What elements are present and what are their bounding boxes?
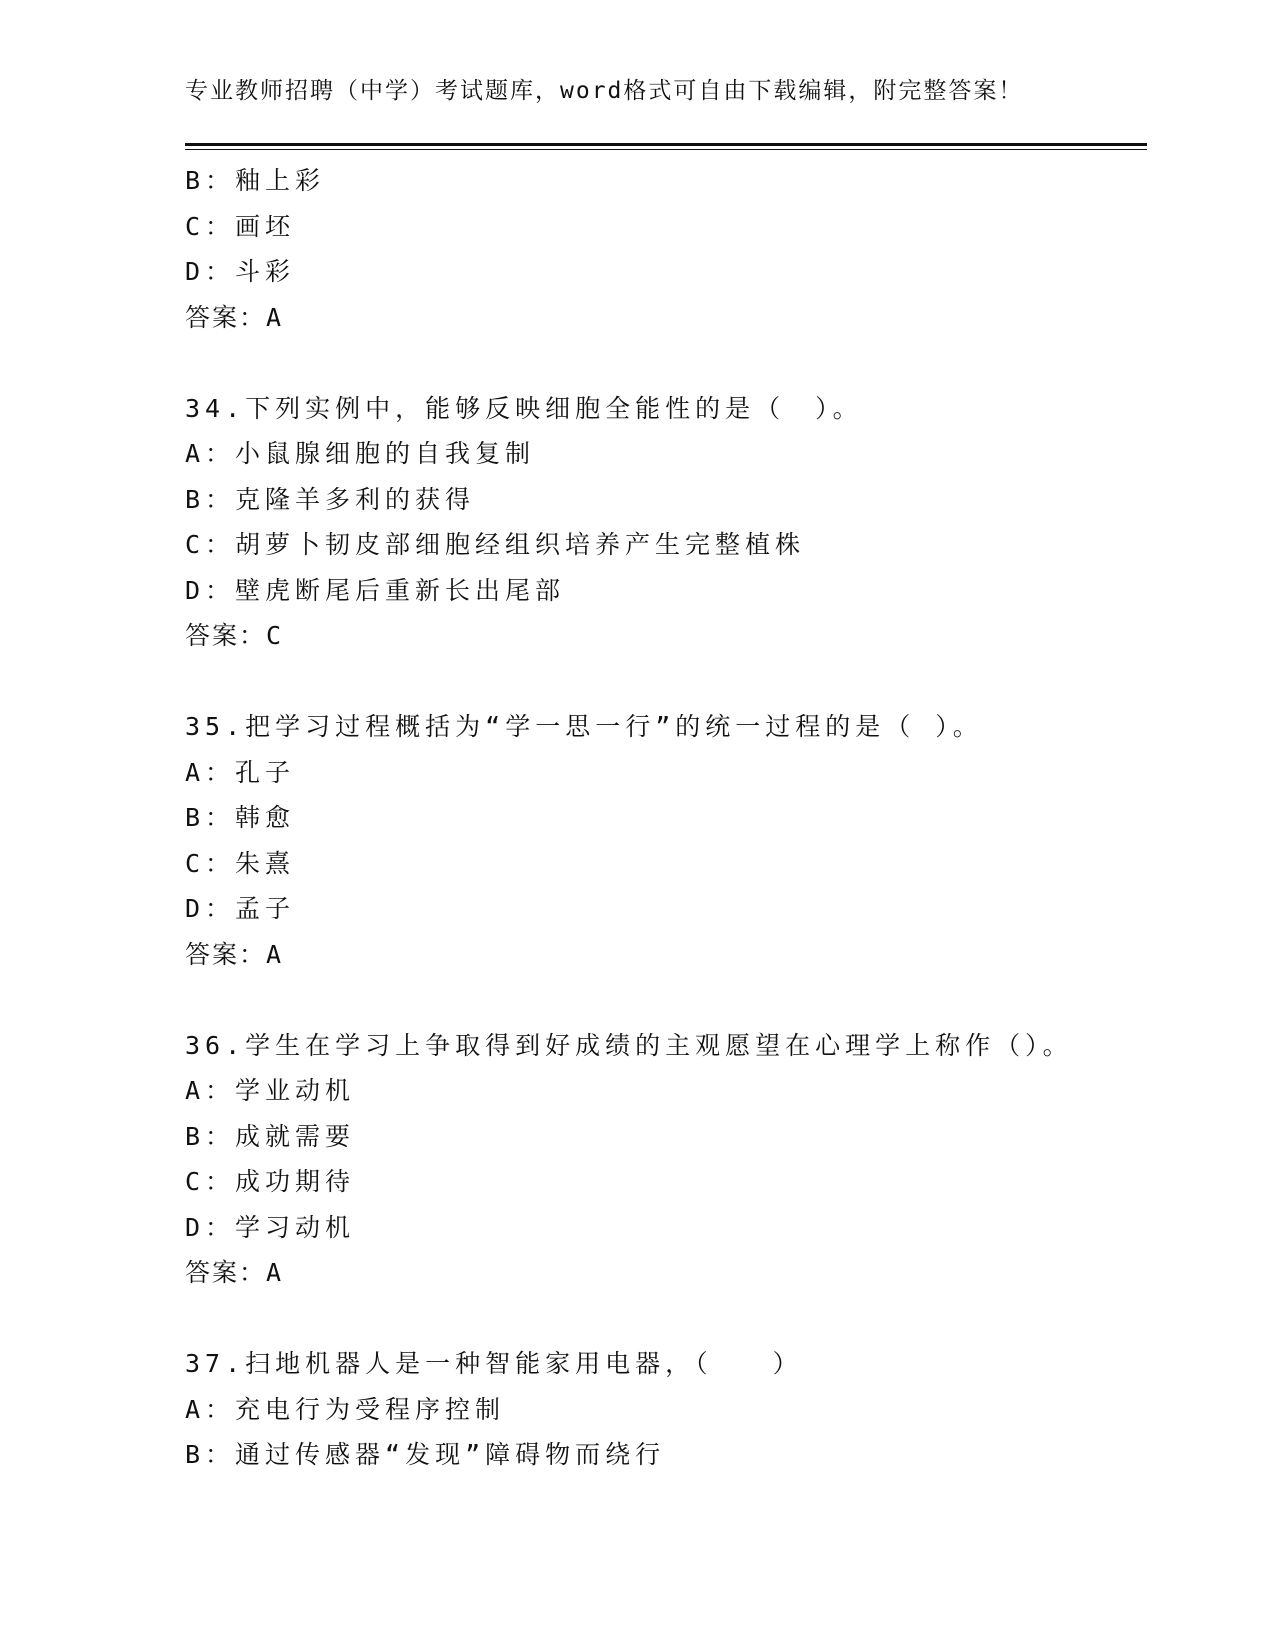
option-a: A：学业动机 <box>185 1076 356 1105</box>
option-b: B：韩愈 <box>185 803 296 832</box>
option-a: A：孔子 <box>185 757 296 787</box>
option-a: A：充电行为受程序控制 <box>185 1394 506 1424</box>
option-b: B：克隆羊多利的获得 <box>185 484 476 514</box>
page-header: 专业教师招聘（中学）考试题库，word格式可自由下载编辑，附完整答案！ <box>185 78 1024 104</box>
answer: 答案：A <box>185 939 284 969</box>
option-b: B：通过传感器“发现”障碍物而绕行 <box>185 1440 666 1469</box>
spacer <box>185 977 1145 1023</box>
option-c: C：胡萝卜韧皮部细胞经组织培养产生完整植株 <box>185 530 806 559</box>
answer: 答案：C <box>185 621 284 650</box>
option-c: C：朱熹 <box>185 848 296 878</box>
option-b: B：成就需要 <box>185 1121 356 1151</box>
option-c: C：成功期待 <box>185 1167 356 1196</box>
option-a: A：小鼠腺细胞的自我复制 <box>185 439 536 468</box>
question-stem: 35.把学习过程概括为“学一思一行”的统一过程的是（ ）。 <box>185 712 983 741</box>
question-stem: 34.下列实例中，能够反映细胞全能性的是（ ）。 <box>185 393 863 423</box>
answer: 答案：A <box>185 1258 284 1287</box>
option-d: D：孟子 <box>185 894 296 923</box>
header-rule-thick <box>185 143 1147 146</box>
spacer <box>185 340 1145 386</box>
question-stem: 36.学生在学习上争取得到好成绩的主观愿望在心理学上称作（）。 <box>185 1030 1073 1060</box>
spacer <box>185 659 1145 705</box>
option-b: B：釉上彩 <box>185 166 326 195</box>
spacer <box>185 1296 1145 1342</box>
answer: 答案：A <box>185 302 284 332</box>
option-d: D：壁虎断尾后重新长出尾部 <box>185 575 566 605</box>
document-body <box>185 158 1145 1478</box>
header-rule-thin <box>185 149 1147 150</box>
option-d: D：斗彩 <box>185 257 296 286</box>
question-stem: 37.扫地机器人是一种智能家用电器，（ ） <box>185 1349 803 1378</box>
option-d: D：学习动机 <box>185 1212 356 1242</box>
option-c: C：画坯 <box>185 211 296 241</box>
